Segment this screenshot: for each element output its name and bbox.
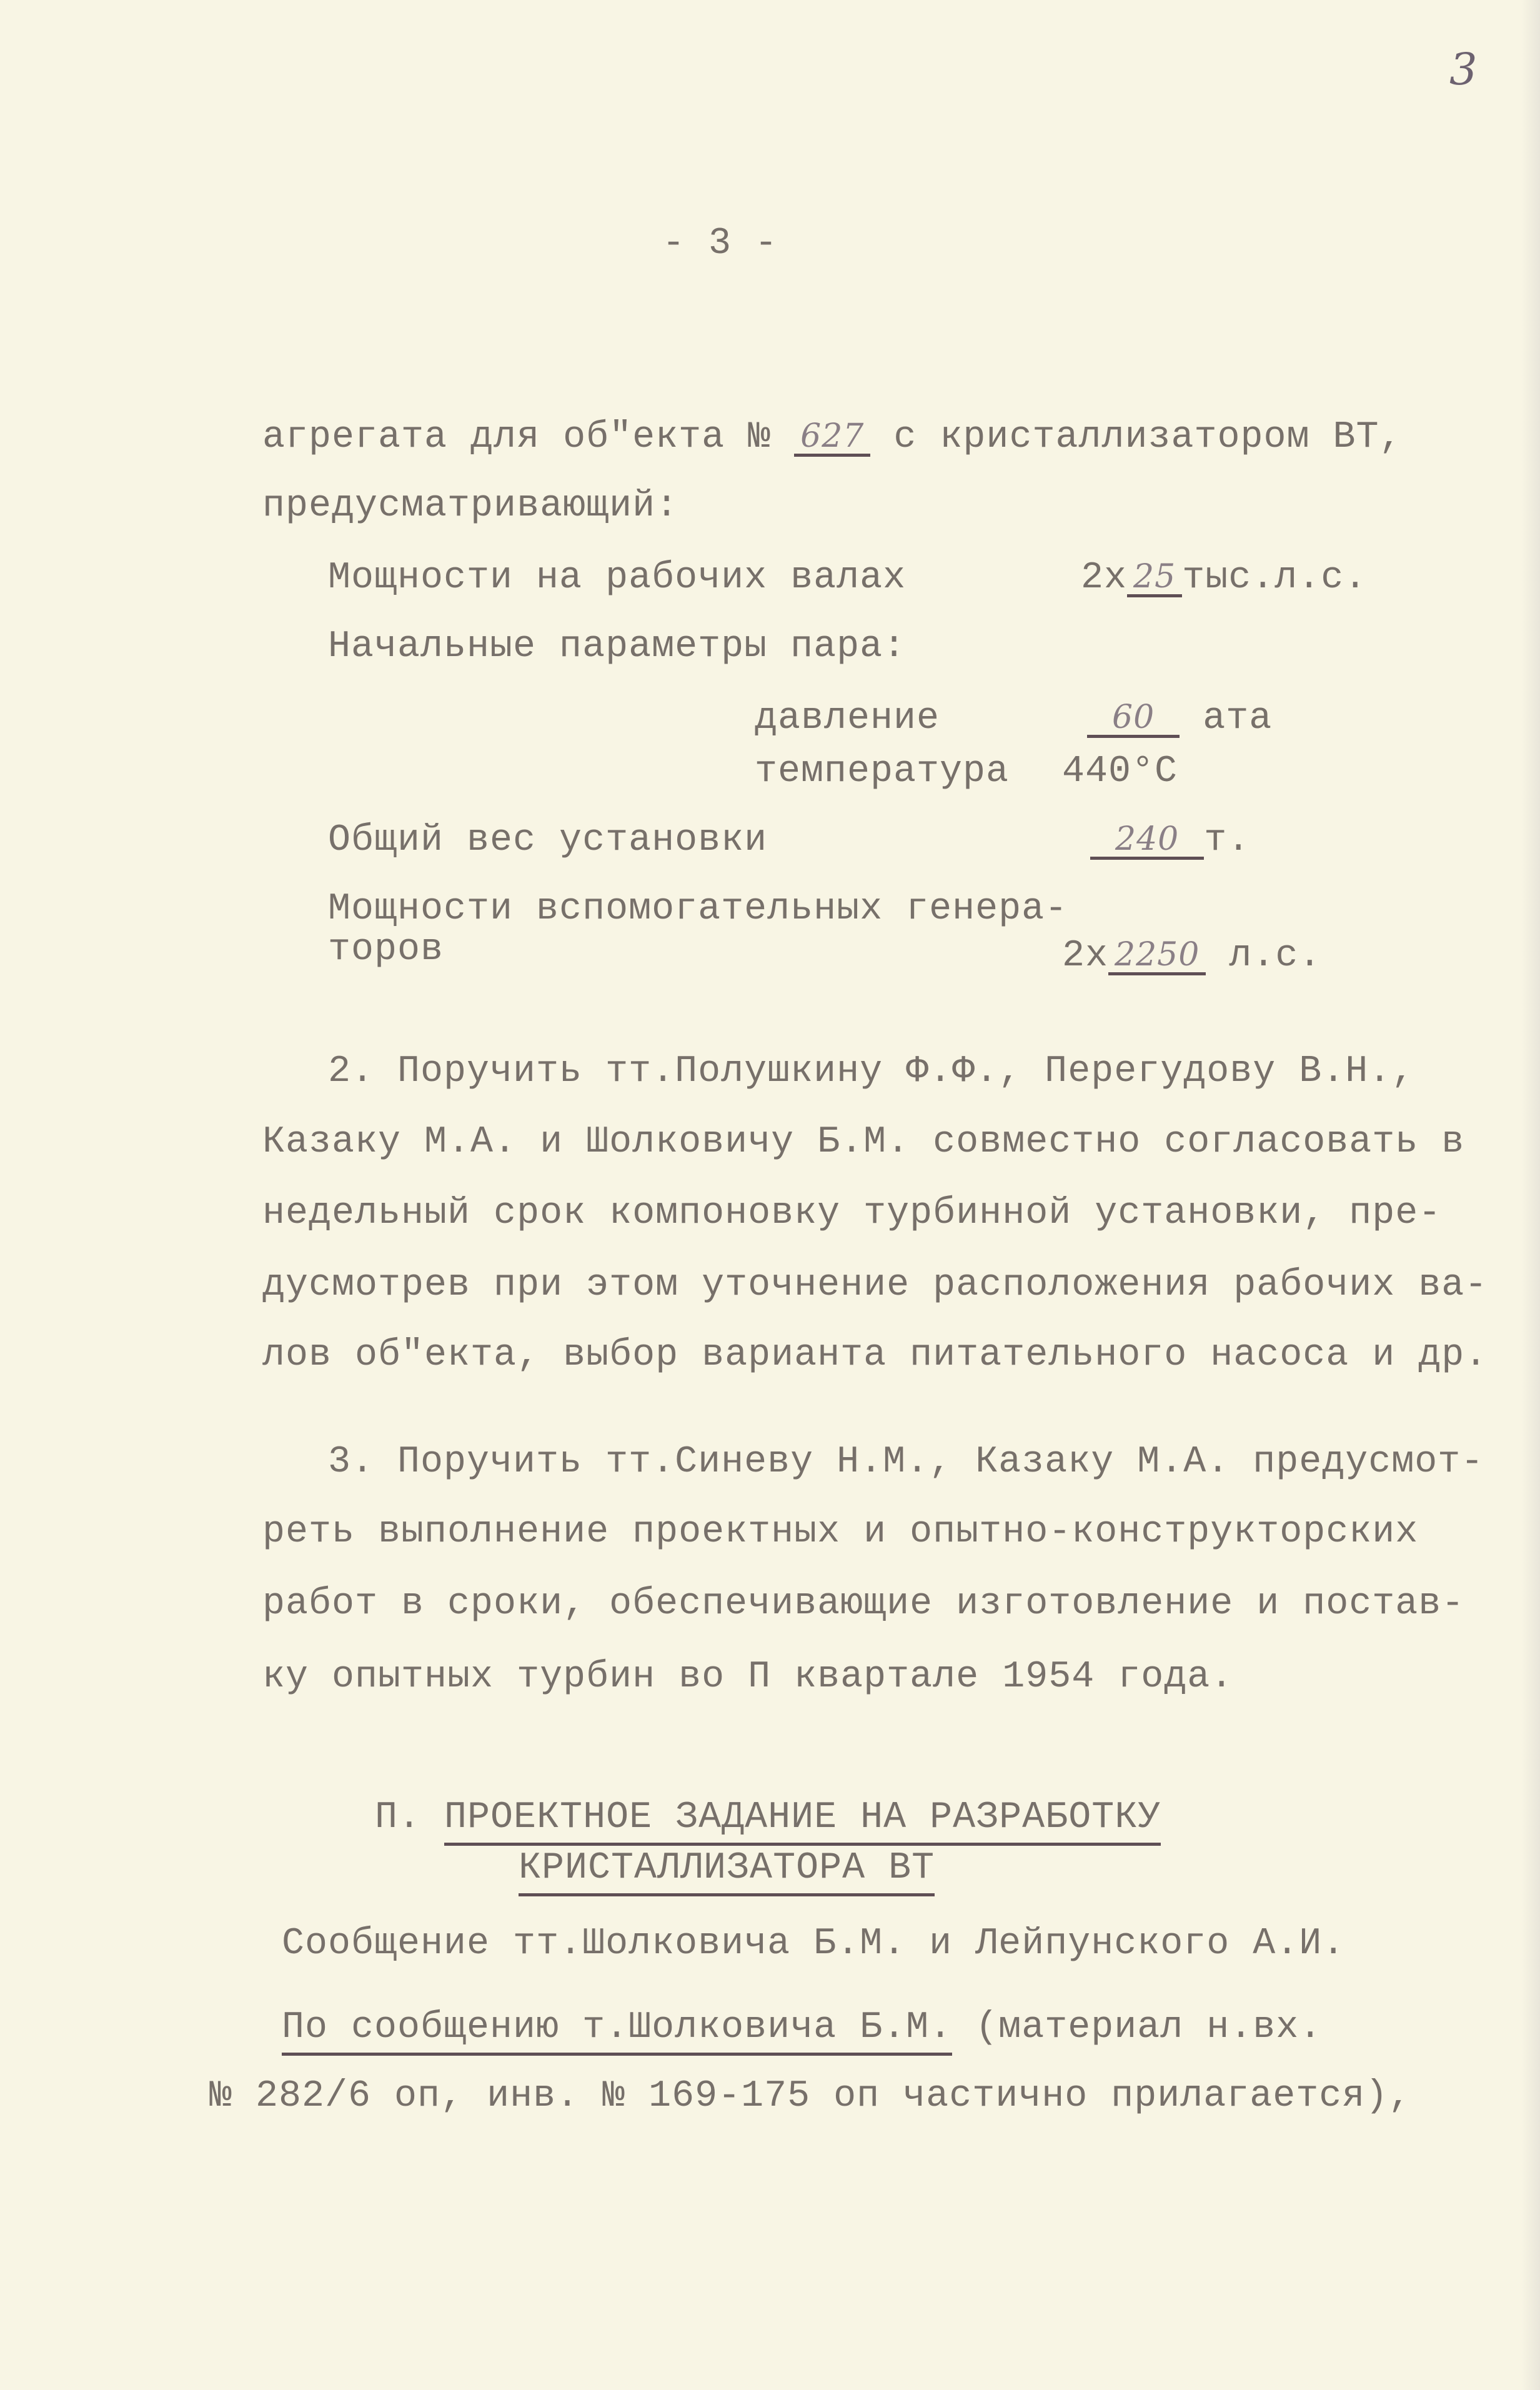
param-value (1090, 819, 1251, 862)
unit: т. (1204, 819, 1251, 862)
param-value: 440°С (1062, 750, 1178, 793)
section-title: КРИСТАЛЛИЗАТОРА ВТ (519, 1847, 935, 1896)
text: агрегата для об"екта № (262, 416, 795, 459)
handwritten-value: 2250 (1108, 939, 1206, 975)
handwritten-value: 60 (1087, 701, 1180, 738)
handwritten-page-number: 3 (1449, 44, 1478, 95)
param-value (1062, 937, 1321, 975)
param-label: температура (755, 750, 1010, 793)
unit: ата (1203, 697, 1273, 740)
section-heading (375, 1796, 1161, 1839)
paragraph-line: ку опытных турбин во П квартале 1954 года. (262, 1656, 1234, 1698)
param-value (1087, 697, 1273, 740)
text-line: предусматривающий: (262, 485, 679, 527)
param-label: Мощности на рабочих валах (328, 557, 907, 599)
paragraph-line: работ в сроки, обеспечивающие изготовление и постав- (262, 1583, 1465, 1625)
param-label: Мощности вспомогательных генера- (328, 888, 1068, 930)
handwritten-object-number: 627 (794, 420, 870, 457)
param-label: Общий вес установки (328, 819, 768, 862)
page-edge-shadow (1521, 0, 1540, 2390)
paragraph-line: Сообщение тт.Шолковича Б.М. и Лейпунского А.И. (282, 1923, 1346, 1965)
section-heading (519, 1847, 935, 1890)
text-line (262, 416, 1403, 459)
unit: тыс.л.с. (1182, 557, 1368, 599)
text: (материал н.вх. (952, 2006, 1323, 2049)
text: 2х (1062, 935, 1109, 977)
unit: л.с. (1229, 935, 1322, 977)
param-label: давление (755, 697, 940, 740)
paragraph-line: лов об"екта, выбор варианта питательного насоса и др. (262, 1334, 1488, 1377)
param-label: торов (328, 929, 444, 971)
handwritten-value: 25 (1127, 560, 1182, 597)
paragraph-line: 3. Поручить тт.Синеву Н.М., Казаку М.А. предусмот- (328, 1441, 1484, 1483)
param-label: Начальные параметры пара: (328, 625, 907, 668)
handwritten-value: 240 (1090, 823, 1204, 860)
paragraph-line: № 282/6 оп, инв. № 169-175 оп частично прилагается), (209, 2075, 1412, 2118)
text: 2х (1081, 557, 1128, 599)
text: с кристаллизатором ВТ, (870, 416, 1403, 459)
paragraph-line: 2. Поручить тт.Полушкину Ф.Ф., Перегудову В.Н., (328, 1050, 1415, 1093)
paragraph-line: Казаку М.А. и Шолковичу Б.М. совместно согласовать в (262, 1121, 1465, 1163)
paragraph-line: дусмотрев при этом уточнение расположения рабочих ва- (262, 1264, 1488, 1307)
page-header: - 3 - (662, 222, 778, 265)
section-number: П. (375, 1796, 445, 1839)
section-title: ПРОЕКТНОЕ ЗАДАНИЕ НА РАЗРАБОТКУ (444, 1796, 1161, 1846)
paragraph-line: реть выполнение проектных и опытно-конструкторских (262, 1511, 1419, 1553)
paragraph-line: недельный срок компоновку турбинной установки, пре- (262, 1192, 1442, 1235)
underlined-text: По сообщению т.Шолковича Б.М. (282, 2006, 952, 2056)
param-value (1081, 559, 1367, 597)
paragraph-line (282, 2006, 1323, 2049)
